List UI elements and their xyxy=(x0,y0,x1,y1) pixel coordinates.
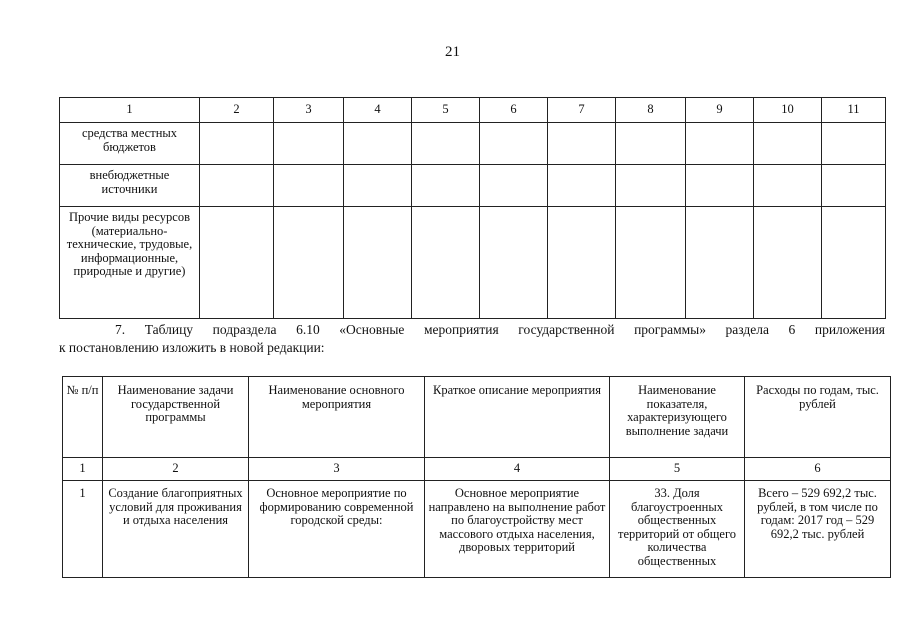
column-number: 4 xyxy=(425,458,610,481)
row-label: средства местных бюджетов xyxy=(60,123,200,165)
header-cell: 1 xyxy=(60,98,200,123)
table-row xyxy=(60,165,886,207)
column-number: 1 xyxy=(63,458,103,481)
expenses: Всего – 529 692,2 тыс. рублей, в том числе по годам: 2017 год – 529 692,2 тыс. рублей xyxy=(745,481,891,578)
header-cell: 11 xyxy=(822,98,886,123)
task-name: Создание благоприятных условий для проживания и отдыха населения xyxy=(103,481,249,578)
row-number: 1 xyxy=(63,481,103,578)
header-cell: Краткое описание мероприятия xyxy=(425,377,610,458)
page-number: 21 xyxy=(445,44,460,60)
header-cell: 5 xyxy=(412,98,480,123)
header-cell: 6 xyxy=(480,98,548,123)
row-label: внебюджетные источники xyxy=(60,165,200,207)
header-cell: Наименование основного мероприятия xyxy=(249,377,425,458)
column-number: 2 xyxy=(103,458,249,481)
resources-table xyxy=(59,97,886,319)
column-number: 3 xyxy=(249,458,425,481)
activities-table xyxy=(62,376,891,578)
instruction-paragraph-line2: к постановлению изложить в новой редакции: xyxy=(59,340,325,355)
row-label: Прочие виды ресурсов (материально-технические, трудовые, информационные, природные и другие) xyxy=(60,207,200,319)
instruction-paragraph-line1: 7. Таблицу подраздела 6.10 «Основные мероприятия государственной программы» раздела 6 приложения xyxy=(115,322,885,337)
indicator-name: 33. Доля благоустроенных общественных территорий от общего количества общественных xyxy=(610,481,745,578)
header-cell: 10 xyxy=(754,98,822,123)
header-cell: 8 xyxy=(616,98,686,123)
header-cell: 9 xyxy=(686,98,754,123)
header-cell: Расходы по годам, тыс. рублей xyxy=(745,377,891,458)
table-header-row xyxy=(60,98,886,123)
header-cell: № п/п xyxy=(63,377,103,458)
header-cell: 7 xyxy=(548,98,616,123)
main-activity: Основное мероприятие по формированию современной городской среды: xyxy=(249,481,425,578)
header-cell: 3 xyxy=(274,98,344,123)
table-row xyxy=(60,123,886,165)
column-number-row xyxy=(63,458,891,481)
activity-description: Основное мероприятие направлено на выполнение работ по благоустройству мест массового отдыха населения, дворовых территорий xyxy=(425,481,610,578)
header-cell: Наименование показателя, характеризующего выполнение задачи xyxy=(610,377,745,458)
header-cell: 2 xyxy=(200,98,274,123)
column-number: 5 xyxy=(610,458,745,481)
table-row xyxy=(60,207,886,319)
header-cell: Наименование задачи государственной программы xyxy=(103,377,249,458)
header-cell: 4 xyxy=(344,98,412,123)
column-number: 6 xyxy=(745,458,891,481)
table-row xyxy=(63,481,891,578)
table-header-row xyxy=(63,377,891,458)
